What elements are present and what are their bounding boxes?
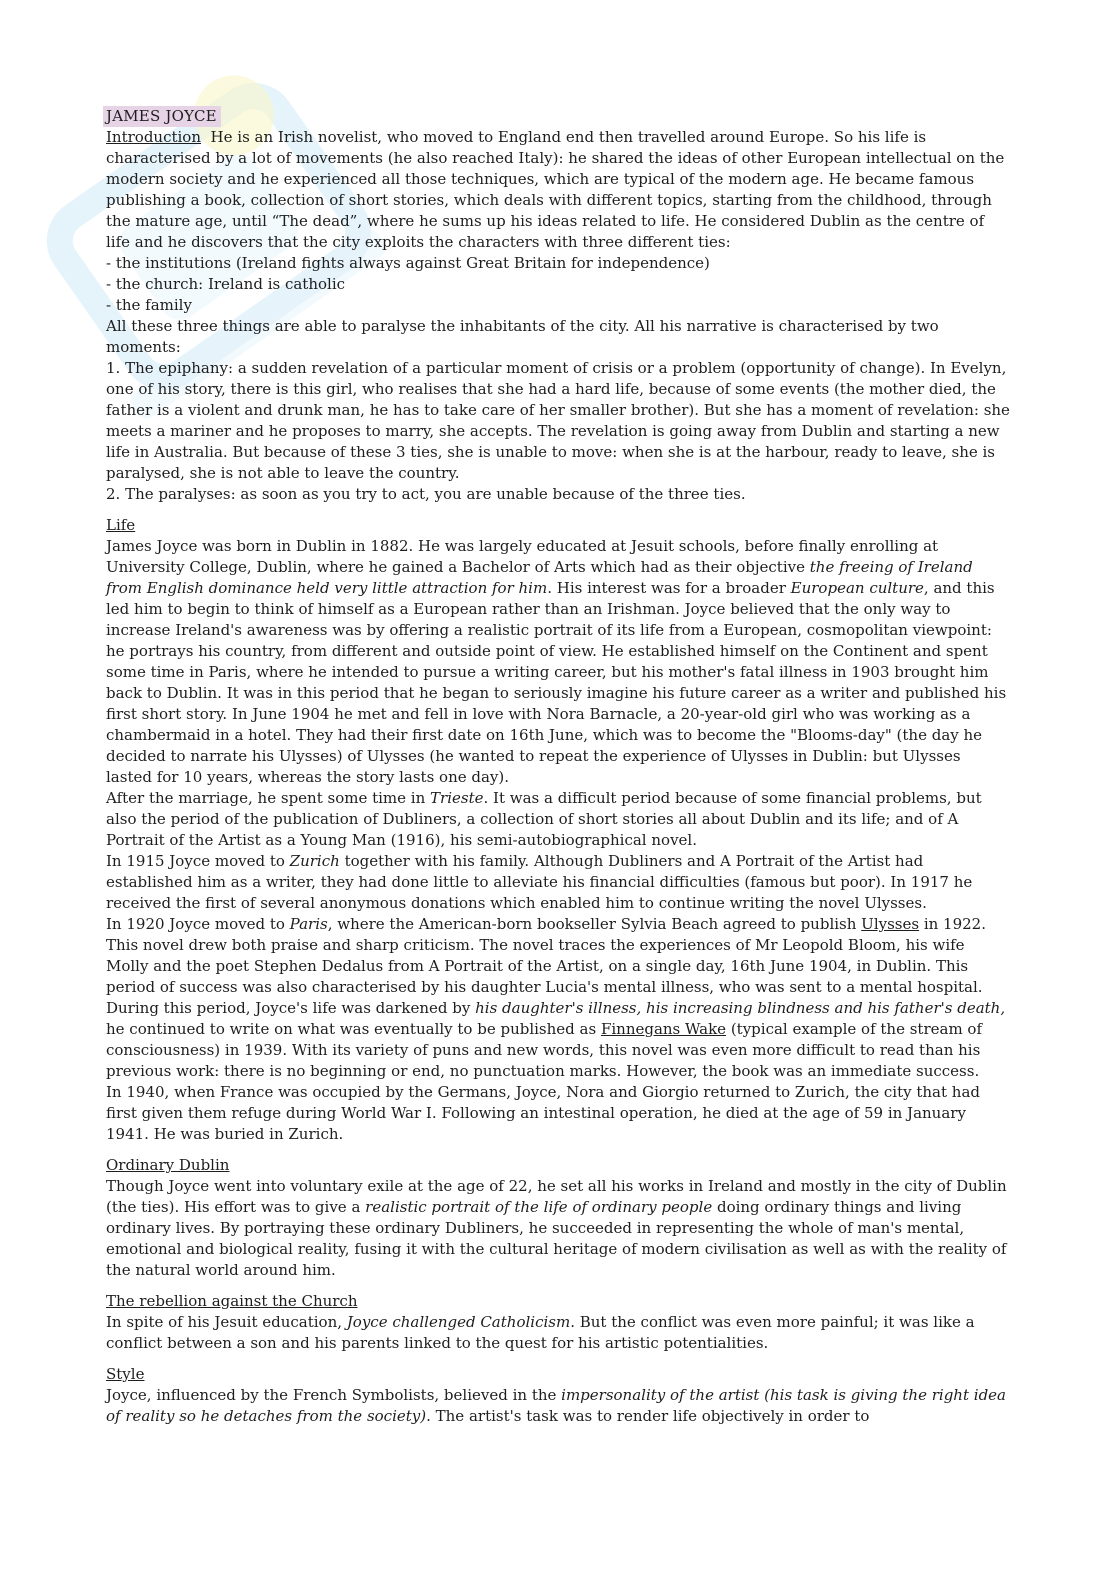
style-paragraph: Joyce, influenced by the French Symbolists, believed in the impersonality of the artist (his task is giving the right idea of reality so he detaches from the society). The artist's task was to render life objectively in order to <box>106 1386 1006 1425</box>
tie-institutions: - the institutions (Ireland fights always against Great Britain for independence) <box>106 254 710 272</box>
life-paragraph-1: James Joyce was born in Dublin in 1882. He was largely educated at Jesuit schools, before finally enrolling at University College, Dublin, where he gained a Bachelor of Arts which had as their objective the freeing of Ireland from English dominance held very little attraction for him. His interest was for a broader European culture, and this led him to begin to think of himself as a European rather than an Irishman. Joyce believed that the only way to increase Ireland's awareness was by offering a realistic portrait of its life from a European, cosmopolitan viewpoint: he portrays his country, from different and outside point of view. He established himself on the Continent and spent some time in Paris, where he intended to pursue a writing career, but his mother's fatal illness in 1903 brought him back to Dublin. It was in this period that he began to seriously imagine his future career as a writer and published his first short story. In June 1904 he met and fell in love with Nora Barnacle, a 20-year-old girl who was working as a chambermaid in a hotel. They had their first date on 16th June, which was to become the "Blooms-day" (the day he decided to narrate his Ulysses) of Ulysses (he wanted to repeat the experience of Ulysses in Dublin: but Ulysses lasted for 10 years, whereas the story lasts one day). <box>106 537 1007 786</box>
dublin-paragraph: Though Joyce went into voluntary exile at the age of 22, he set all his works in Ireland and mostly in the city of Dublin (the ties). His effort was to give a realistic portrait of the life of ordinary people doing ordinary things and living ordinary lives. By portraying these ordinary Dubliners, he succeeded in representing the whole of man's mental, emotional and biological reality, fusing it with the cultural heritage of modern civilisation as well as with the reality of the natural world around him. <box>106 1177 1007 1279</box>
life-heading: Life <box>106 516 136 534</box>
life-paragraph-4: In 1920 Joyce moved to Paris, where the American-born bookseller Sylvia Beach agreed to publish Ulysses in 1922. This novel drew both praise and sharp criticism. The novel traces the experiences of Mr Leopold Bloom, his wife Molly and the poet Stephen Dedalus from A Portrait of the Artist, on a single day, 16th June 1904, in Dublin. This period of success was also characterised by his daughter Lucia's mental illness, who was sent to a mental hospital. During this period, Joyce's life was darkened by his daughter's illness, his increasing blindness and his father's death, he continued to write on what was eventually to be published as Finnegans Wake (typical example of the stream of consciousness) in 1939. With its variety of puns and new words, this novel was even more difficult to read than his previous work: there is no beginning or end, no punctuation marks. However, the book was an immediate success. <box>106 915 1006 1080</box>
document-page <box>106 106 1011 1427</box>
church-paragraph: In spite of his Jesuit education, Joyce challenged Catholicism. But the conflict was even more painful; it was like a conflict between a son and his parents linked to the quest for his artistic potentialities. <box>106 1313 975 1352</box>
life-paragraph-3: In 1915 Joyce moved to Zurich together with his family. Although Dubliners and A Portrait of the Artist had established him as a writer, they had done little to alleviate his financial difficulties (famous but poor). In 1917 he received the first of several anonymous donations which enabled him to continue writing the novel Ulysses. <box>106 852 973 912</box>
dublin-heading: Ordinary Dublin <box>106 1156 230 1174</box>
tie-church: - the church: Ireland is catholic <box>106 275 346 293</box>
tie-family: - the family <box>106 296 192 314</box>
church-heading: The rebellion against the Church <box>106 1292 358 1310</box>
document-title: JAMES JOYCE <box>103 106 221 127</box>
intro-heading: Introduction <box>106 128 201 146</box>
intro-paragraph: Introduction He is an Irish novelist, who moved to England end then travelled around Europe. So his life is characterised by a lot of movements (he also reached Italy): he shared the ideas of other European intellectual on the modern society and he experienced all those techniques, which are typical of the modern age. He became famous publishing a book, collection of short stories, which deals with different topics, starting from the childhood, through the mature age, until “The dead”, where he sums up his ideas related to life. He considered Dublin as the centre of life and he discovers that the city exploits the characters with three different ties: <box>106 128 1005 251</box>
intro-epiphany: 1. The epiphany: a sudden revelation of a particular moment of crisis or a problem (opportunity of change). In Evelyn, one of his story, there is this girl, who realises that she had a hard life, because of some events (the mother died, the father is a violent and drunk man, he has to take care of her smaller brother). But she has a moment of revelation: she meets a mariner and he proposes to marry, she accepts. The revelation is going away from Dublin and starting a new life in Australia. But because of these 3 ties, she is unable to move: when she is at the harbour, ready to leave, she is paralysed, she is not able to leave the country. <box>106 359 1010 482</box>
intro-moments: All these three things are able to paralyse the inhabitants of the city. All his narrative is characterised by two moments: <box>106 317 939 356</box>
life-paragraph-5: In 1940, when France was occupied by the Germans, Joyce, Nora and Giorgio returned to Zurich, the city that had first given them refuge during World War I. Following an intestinal operation, he died at the age of 59 in January 1941. He was buried in Zurich. <box>106 1083 980 1143</box>
style-heading: Style <box>106 1365 145 1383</box>
life-paragraph-2: After the marriage, he spent some time in Trieste. It was a difficult period because of some financial problems, but also the period of the publication of Dubliners, a collection of short stories all about Dublin and its life; and of A Portrait of the Artist as a Young Man (1916), his semi-autobiographical novel. <box>106 789 982 849</box>
intro-paralyses: 2. The paralyses: as soon as you try to act, you are unable because of the three ties. <box>106 485 746 503</box>
